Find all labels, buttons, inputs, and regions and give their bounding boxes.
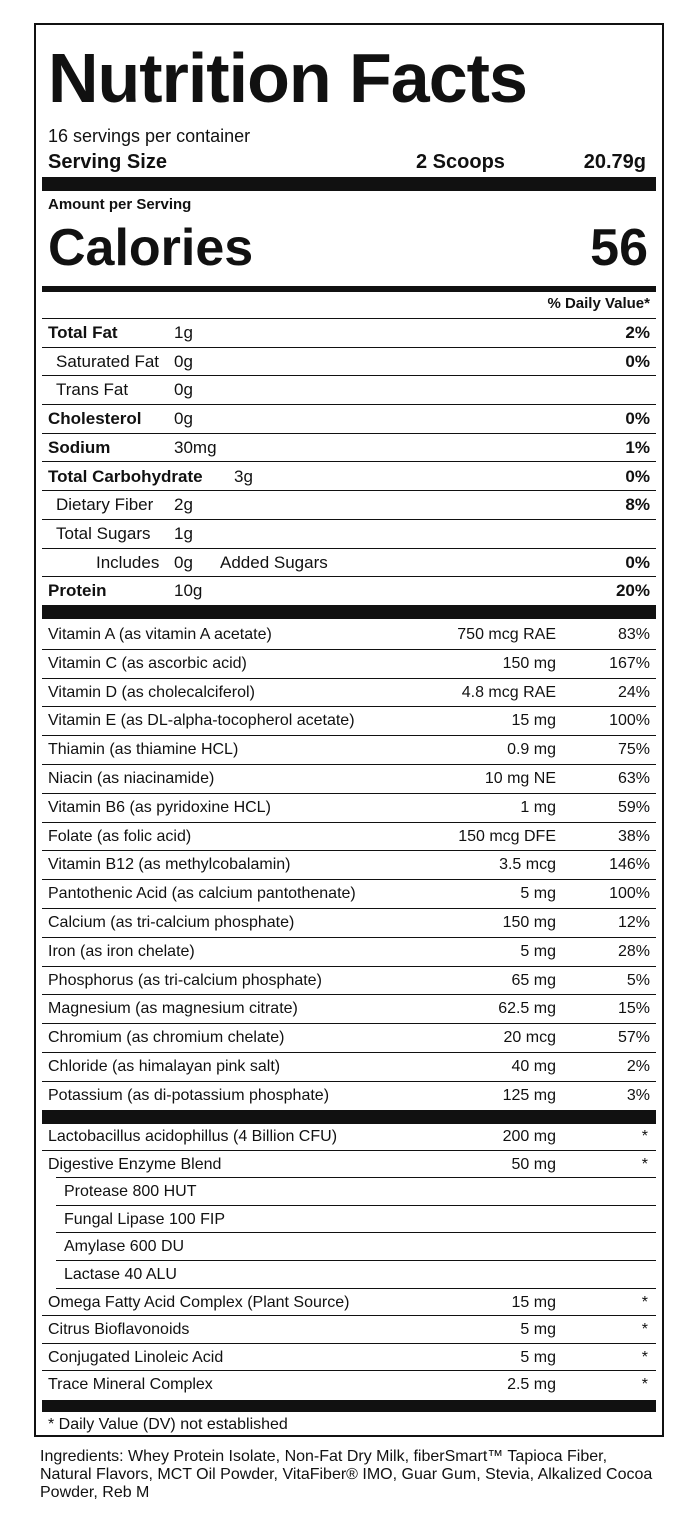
vitamin-name: Magnesium (as magnesium citrate) bbox=[48, 1000, 298, 1018]
nutrient-amount: 2g bbox=[174, 495, 193, 515]
nutrient-name: Sodium bbox=[48, 437, 111, 457]
other-ingredient-daily-value: * bbox=[641, 1155, 648, 1173]
vitamin-daily-value: 24% bbox=[617, 683, 650, 701]
other-ingredient-amount: 5 mg bbox=[520, 1321, 556, 1339]
vitamin-row bbox=[42, 938, 656, 967]
vitamin-daily-value: 2% bbox=[626, 1058, 650, 1075]
nutrient-row bbox=[42, 549, 656, 578]
serving-size-label: Serving Size bbox=[48, 151, 167, 173]
vitamin-row bbox=[42, 794, 656, 823]
nutrient-row bbox=[42, 348, 656, 377]
nutrient-name: Trans Fat bbox=[56, 380, 129, 400]
other-ingredient-row bbox=[42, 1233, 656, 1261]
nutrient-amount: 0g bbox=[174, 351, 193, 371]
vitamin-amount: 62.5 mg bbox=[498, 1000, 556, 1018]
vitamin-row bbox=[42, 1053, 656, 1082]
vitamin-amount: 40 mg bbox=[511, 1058, 556, 1075]
vitamin-name: Chromium (as chromium chelate) bbox=[48, 1029, 285, 1047]
vitamin-amount: 150 mg bbox=[502, 914, 556, 931]
vitamin-name: Iron (as iron chelate) bbox=[48, 942, 195, 960]
other-ingredient-daily-value: * bbox=[641, 1376, 648, 1394]
vitamin-amount: 15 mg bbox=[511, 712, 556, 730]
nutrient-name: Protein bbox=[48, 581, 107, 601]
vitamin-amount: 20 mcg bbox=[503, 1029, 556, 1047]
nutrient-amount: 1g bbox=[174, 523, 193, 543]
nutrient-amount: 0g bbox=[174, 552, 193, 572]
amount-per-serving: Amount per Serving bbox=[48, 196, 192, 213]
nutrient-name: Cholesterol bbox=[48, 409, 142, 429]
nutrient-daily-value: 20% bbox=[615, 581, 650, 601]
vitamin-name: Calcium (as tri-calcium phosphate) bbox=[48, 914, 295, 931]
thick-divider bbox=[42, 177, 656, 191]
nutrient-amount: 3g bbox=[234, 466, 253, 486]
vitamin-daily-value: 100% bbox=[609, 712, 650, 730]
vitamin-daily-value: 146% bbox=[609, 856, 650, 874]
vitamin-name: Phosphorus (as tri-calcium phosphate) bbox=[48, 971, 322, 989]
vitamin-name: Niacin (as niacinamide) bbox=[48, 770, 215, 787]
nutrient-row bbox=[42, 463, 656, 492]
other-ingredient-name: Conjugated Linoleic Acid bbox=[48, 1348, 224, 1366]
other-ingredient-daily-value: * bbox=[641, 1321, 648, 1339]
vitamin-daily-value: 12% bbox=[617, 914, 650, 931]
nutrient-name: Dietary Fiber bbox=[56, 495, 154, 515]
other-ingredient-amount: 2.5 mg bbox=[507, 1376, 556, 1394]
serving-size-grams: 20.79g bbox=[583, 151, 646, 173]
vitamin-daily-value: 15% bbox=[617, 1000, 650, 1018]
other-ingredient-name: Fungal Lipase 100 FIP bbox=[64, 1210, 225, 1228]
vitamin-row bbox=[42, 765, 656, 794]
other-ingredient-name: Amylase 600 DU bbox=[64, 1238, 185, 1256]
nutrition-facts-panel bbox=[34, 23, 664, 1437]
other-ingredient-row bbox=[42, 1289, 656, 1317]
other-ingredient-name: Trace Mineral Complex bbox=[48, 1376, 213, 1394]
nutrient-row bbox=[42, 434, 656, 463]
vitamin-name: Vitamin B6 (as pyridoxine HCL) bbox=[48, 798, 271, 816]
vitamin-amount: 150 mcg DFE bbox=[458, 827, 556, 845]
other-ingredient-row bbox=[42, 1316, 656, 1344]
other-ingredient-name: Digestive Enzyme Blend bbox=[48, 1155, 222, 1173]
vitamin-amount: 65 mg bbox=[511, 971, 556, 989]
nutrient-name: Includes bbox=[96, 552, 160, 572]
other-ingredient-name: Lactase 40 ALU bbox=[64, 1266, 177, 1283]
vitamin-row bbox=[42, 1082, 656, 1111]
footnote: * Daily Value (DV) not established bbox=[48, 1416, 288, 1433]
nutrient-row bbox=[42, 491, 656, 520]
nutrient-amount: 0g bbox=[174, 380, 193, 400]
vitamin-name: Potassium (as di-potassium phosphate) bbox=[48, 1086, 330, 1104]
vitamin-row bbox=[42, 967, 656, 996]
nutrient-amount: 1g bbox=[174, 323, 193, 342]
calories-value: 56 bbox=[590, 219, 648, 277]
nutrient-amount: 0g bbox=[174, 409, 193, 429]
other-ingredient-name: Citrus Bioflavonoids bbox=[48, 1321, 190, 1339]
calories-label: Calories bbox=[48, 219, 254, 277]
vitamin-name: Vitamin E (as DL-alpha-tocopherol acetate) bbox=[48, 712, 355, 730]
other-ingredient-row bbox=[42, 1178, 656, 1206]
vitamin-amount: 3.5 mcg bbox=[499, 856, 556, 874]
vitamin-daily-value: 63% bbox=[617, 770, 650, 787]
other-ingredient-name: Omega Fatty Acid Complex (Plant Source) bbox=[48, 1293, 350, 1311]
vitamin-daily-value: 28% bbox=[617, 942, 650, 960]
nutrient-row bbox=[42, 376, 656, 405]
nutrient-extra: Added Sugars bbox=[220, 552, 328, 572]
servings-per-container: 16 servings per container bbox=[48, 126, 251, 146]
other-ingredient-row bbox=[42, 1371, 656, 1399]
other-ingredient-row bbox=[42, 1261, 656, 1289]
vitamin-amount: 750 mcg RAE bbox=[457, 626, 556, 643]
label-title: Nutrition Facts bbox=[48, 39, 527, 117]
nutrient-name: Total Fat bbox=[48, 323, 118, 342]
vitamin-name: Thiamin (as thiamine HCL) bbox=[48, 741, 239, 759]
other-ingredient-amount: 5 mg bbox=[520, 1348, 556, 1366]
vitamin-daily-value: 83% bbox=[617, 626, 650, 643]
vitamin-row bbox=[42, 679, 656, 708]
nutrient-row bbox=[42, 405, 656, 434]
vitamin-amount: 5 mg bbox=[520, 942, 556, 960]
vitamin-amount: 5 mg bbox=[520, 885, 556, 903]
vitamin-daily-value: 57% bbox=[617, 1029, 650, 1047]
vitamin-row bbox=[42, 736, 656, 765]
other-ingredient-name: Protease 800 HUT bbox=[64, 1183, 197, 1201]
nutrient-row bbox=[42, 520, 656, 549]
vitamin-row bbox=[42, 621, 656, 650]
vitamin-name: Vitamin A (as vitamin A acetate) bbox=[48, 626, 272, 643]
vitamin-daily-value: 100% bbox=[609, 885, 650, 903]
nutrient-name: Saturated Fat bbox=[56, 351, 160, 371]
nutrient-name: Total Sugars bbox=[56, 523, 151, 543]
nutrient-row bbox=[42, 577, 656, 606]
vitamin-name: Vitamin C (as ascorbic acid) bbox=[48, 654, 247, 672]
vitamin-daily-value: 167% bbox=[609, 654, 650, 672]
vitamin-row bbox=[42, 851, 656, 880]
other-ingredient-row bbox=[42, 1206, 656, 1234]
vitamin-daily-value: 3% bbox=[626, 1086, 650, 1104]
thick-divider bbox=[42, 1400, 656, 1412]
nutrient-name: Total Carbohydrate bbox=[48, 466, 203, 486]
vitamin-amount: 1 mg bbox=[520, 798, 556, 816]
vitamin-daily-value: 75% bbox=[617, 741, 650, 759]
vitamin-row bbox=[42, 995, 656, 1024]
other-ingredient-amount: 15 mg bbox=[511, 1293, 556, 1311]
vitamin-row bbox=[42, 1024, 656, 1053]
vitamin-amount: 125 mg bbox=[502, 1086, 556, 1104]
other-ingredient-daily-value: * bbox=[641, 1293, 648, 1311]
other-ingredient-name: Lactobacillus acidophillus (4 Billion CFU) bbox=[48, 1128, 338, 1145]
vitamin-daily-value: 5% bbox=[626, 971, 650, 989]
other-ingredient-amount: 50 mg bbox=[511, 1155, 556, 1173]
vitamin-amount: 4.8 mcg RAE bbox=[461, 683, 556, 701]
daily-value-header: % Daily Value* bbox=[547, 295, 650, 312]
vitamin-amount: 10 mg NE bbox=[484, 770, 556, 787]
vitamin-row bbox=[42, 707, 656, 736]
nutrient-amount: 10g bbox=[174, 581, 203, 601]
thick-divider bbox=[42, 1110, 656, 1124]
vitamin-name: Pantothenic Acid (as calcium pantothenate) bbox=[48, 885, 356, 903]
thick-divider bbox=[42, 605, 656, 619]
vitamin-name: Chloride (as himalayan pink salt) bbox=[48, 1058, 281, 1075]
medium-divider bbox=[42, 286, 656, 292]
other-ingredient-daily-value: * bbox=[641, 1348, 648, 1366]
vitamin-row bbox=[42, 880, 656, 909]
nutrient-row bbox=[42, 319, 656, 348]
nutrient-daily-value: 0% bbox=[625, 409, 650, 429]
other-ingredient-row bbox=[42, 1123, 656, 1151]
vitamin-daily-value: 38% bbox=[617, 827, 650, 845]
other-ingredient-daily-value: * bbox=[641, 1128, 648, 1145]
nutrient-daily-value: 0% bbox=[625, 466, 650, 486]
other-ingredient-amount: 200 mg bbox=[502, 1128, 556, 1145]
vitamin-row bbox=[42, 823, 656, 852]
vitamin-name: Vitamin B12 (as methylcobalamin) bbox=[48, 856, 291, 874]
nutrient-daily-value: 2% bbox=[625, 323, 650, 342]
vitamin-name: Vitamin D (as cholecalciferol) bbox=[48, 683, 255, 701]
nutrient-daily-value: 8% bbox=[625, 495, 650, 515]
nutrient-daily-value: 0% bbox=[625, 552, 650, 572]
vitamin-row bbox=[42, 650, 656, 679]
vitamin-row bbox=[42, 909, 656, 938]
nutrient-daily-value: 1% bbox=[625, 437, 650, 457]
vitamin-amount: 0.9 mg bbox=[507, 741, 556, 759]
other-ingredient-row bbox=[42, 1344, 656, 1372]
vitamin-amount: 150 mg bbox=[502, 654, 556, 672]
ingredients-statement: Ingredients: Whey Protein Isolate, Non-Fat Dry Milk, fiberSmart™ Tapioca Fiber, Natural Flavors, MCT Oil Powder, VitaFiber® IMO, Guar Gum, Stevia, Alkalized Cocoa Powder, Reb M bbox=[40, 1448, 653, 1501]
vitamin-name: Folate (as folic acid) bbox=[48, 827, 192, 845]
nutrient-daily-value: 0% bbox=[625, 351, 650, 371]
other-ingredient-row bbox=[42, 1151, 656, 1179]
serving-size-scoops: 2 Scoops bbox=[416, 151, 505, 173]
vitamin-daily-value: 59% bbox=[617, 798, 650, 816]
nutrient-amount: 30mg bbox=[174, 437, 217, 457]
